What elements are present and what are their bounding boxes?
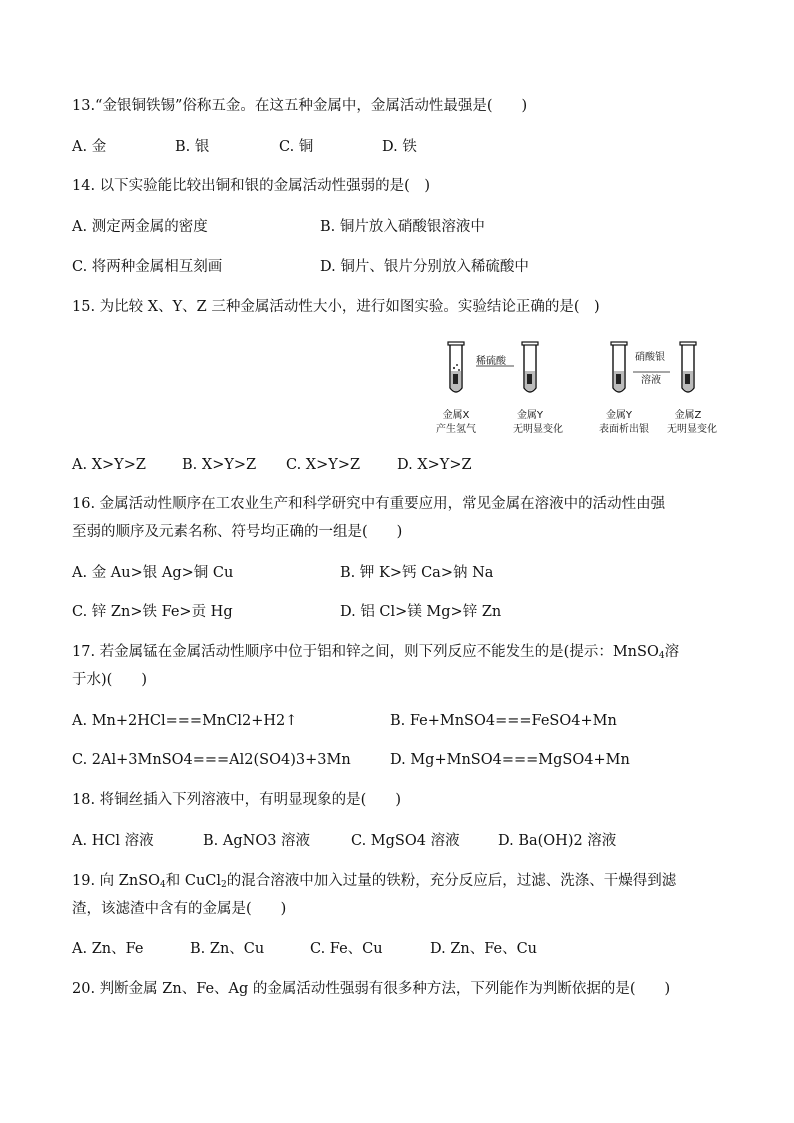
question-16-stem-line-1: 16. 金属活动性顺序在工农业生产和科学研究中有重要应用，常见金属在溶液中的活动性由强 — [72, 496, 666, 512]
question-13-option-c: C. 铜 — [279, 139, 314, 155]
question-19-stem-line-2: 渣，该滤渣中含有的金属是( ) — [72, 901, 287, 917]
question-20-stem: 20. 判断金属 Zn、Fe、Ag 的金属活动性强弱有很多种方法，下列能作为判断依据的是( ) — [72, 981, 671, 997]
question-16-option-a: A. 金 Au>银 Ag>铜 Cu — [72, 565, 234, 581]
question-19-stem-line-1: 19. 向 ZnSO$_4$和 CuCl$_2$的混合溶液中加入过量的铁粉，充分反应后，过滤、洗涤、干燥得到滤 — [72, 873, 677, 890]
question-14-option-b: B. 铜片放入硝酸银溶液中 — [320, 219, 485, 235]
question-17-option-b: B. Fe+MnSO4===FeSO4+Mn — [390, 713, 617, 729]
test-tube-3 — [611, 342, 627, 392]
tube-3-metal: 金属Y — [605, 410, 633, 421]
question-17-stem-line-1: 17. 若金属锰在金属活动性顺序中位于铝和锌之间，则下列反应不能发生的是(提示：MnSO$_4$溶 — [72, 644, 680, 661]
question-14-stem: 14. 以下实验能比较出铜和银的金属活动性强弱的是( ) — [72, 178, 430, 194]
tube-1-result: 产生氢气 — [436, 424, 476, 435]
question-14-option-d: D. 铜片、银片分别放入稀硫酸中 — [320, 259, 529, 275]
tube-4-metal: 金属Z — [674, 410, 702, 421]
reagent-dilute-sulfuric-acid: 稀硫酸 — [476, 356, 506, 367]
question-17-option-c: C. 2Al+3MnSO4===Al2(SO4)3+3Mn — [72, 752, 351, 768]
question-19-option-b: B. Zn、Cu — [190, 941, 265, 957]
metal-strip-y — [527, 374, 532, 384]
question-17-stem-line-2: 于水)( ) — [72, 672, 147, 688]
question-18-option-d: D. Ba(OH)2 溶液 — [498, 833, 617, 849]
tube-2-result: 无明显变化 — [513, 424, 563, 435]
metal-strip-x — [453, 374, 458, 384]
metal-strip-z — [685, 374, 690, 384]
test-tube-1 — [448, 342, 464, 392]
question-19-option-a: A. Zn、Fe — [72, 941, 144, 957]
test-tube-2 — [522, 342, 538, 392]
experiment-figure — [428, 338, 728, 438]
question-13-option-a: A. 金 — [72, 139, 107, 155]
question-16-stem-line-2: 至弱的顺序及元素名称、符号均正确的一组是( ) — [72, 524, 403, 540]
question-15-option-d: D. X>Y>Z — [397, 457, 472, 473]
question-13-option-b: B. 银 — [175, 139, 210, 155]
question-19-option-c: C. Fe、Cu — [310, 941, 383, 957]
test-tube-4 — [680, 342, 696, 392]
question-18-option-c: C. MgSO4 溶液 — [351, 833, 460, 849]
question-15-option-c: C. X>Y>Z — [286, 457, 361, 473]
question-15-option-b: B. X>Y>Z — [182, 457, 257, 473]
question-14-option-c: C. 将两种金属相互刻画 — [72, 259, 223, 275]
question-18-option-a: A. HCl 溶液 — [72, 833, 154, 849]
question-16-option-d: D. 铝 Cl>镁 Mg>锌 Zn — [340, 604, 502, 620]
question-17-option-a: A. Mn+2HCl===MnCl2+H2↑ — [72, 713, 298, 729]
tube-4-result: 无明显变化 — [667, 424, 717, 435]
question-16-option-c: C. 锌 Zn>铁 Fe>贡 Hg — [72, 604, 233, 620]
question-15-stem: 15. 为比较 X、Y、Z 三种金属活动性大小，进行如图实验。实验结论正确的是( ) — [72, 299, 600, 315]
question-13-stem: 13.“金银铜铁锡”俗称五金。在这五种金属中，金属活动性最强是( ) — [72, 98, 528, 114]
question-14-option-a: A. 测定两金属的密度 — [72, 219, 208, 235]
tube-1-metal: 金属X — [442, 410, 470, 421]
tube-3-result: 表面析出银 — [599, 424, 649, 435]
question-18-stem: 18. 将铜丝插入下列溶液中，有明显现象的是( ) — [72, 792, 401, 808]
question-17-option-d: D. Mg+MnSO4===MgSO4+Mn — [390, 752, 630, 768]
reagent-solution: 溶液 — [641, 375, 661, 386]
question-15-option-a: A. X>Y>Z — [72, 457, 146, 473]
question-18-option-b: B. AgNO3 溶液 — [203, 833, 311, 849]
question-16-option-b: B. 钾 K>钙 Ca>钠 Na — [340, 565, 494, 581]
reagent-silver-nitrate: 硝酸银 — [635, 352, 665, 363]
question-19-option-d: D. Zn、Fe、Cu — [430, 941, 538, 957]
metal-strip-y2 — [616, 374, 621, 384]
tube-2-metal: 金属Y — [516, 410, 544, 421]
question-13-option-d: D. 铁 — [382, 139, 417, 155]
